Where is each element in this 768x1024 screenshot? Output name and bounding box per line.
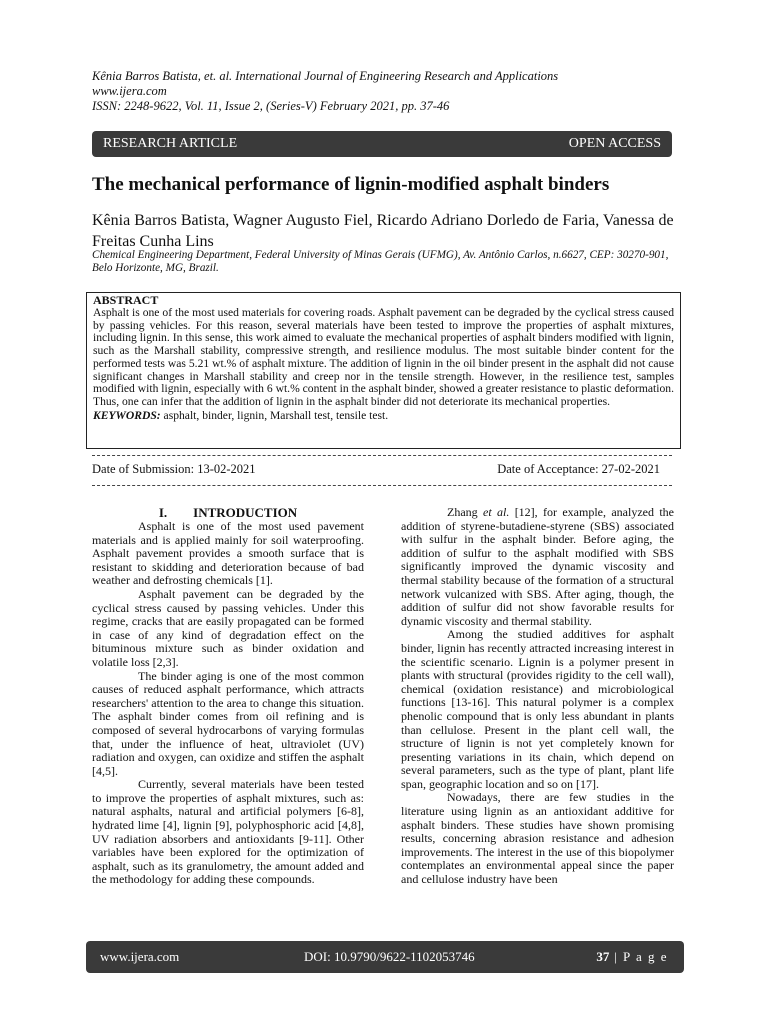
divider-bottom bbox=[92, 485, 672, 486]
article-type-banner bbox=[92, 131, 672, 157]
page-label: | P a g e bbox=[609, 949, 668, 964]
paragraph bbox=[401, 506, 674, 628]
abstract-body: Asphalt is one of the most used materials for covering roads. Asphalt pavement can be degraded by the cyclical stress caused by passing vehicles. For this reason, several materials have been tested to improve the properties of asphalt mixtures, including lignin. In this sense, this work aimed to evaluate the mechanical properties of asphalt binders modified with lignin, such as the Marshall stability, compressive strength, and resilience modulus. The most suitable binder content for the performed tests was 5.21 wt.% of asphalt mixture. The addition of lignin in the oil binder present in the asphalt did not cause significant changes in Marshall stability and creep nor in the tensile strength. However, in the resilience test, samples modified with lignin, especially with 6 wt.% content in the asphalt binder, showed a greater resistance to plastic deformation. Thus, one can infer that the addition of lignin in the asphalt binder did not deteriorate its mechanical properties. bbox=[93, 306, 674, 408]
journal-website: www.ijera.com bbox=[92, 84, 167, 98]
submission-date: Date of Submission: 13-02-2021 bbox=[92, 462, 256, 476]
footer-page bbox=[596, 941, 668, 973]
column-right bbox=[401, 506, 674, 887]
keywords-label: KEYWORDS: bbox=[93, 408, 161, 422]
research-article-label: RESEARCH ARTICLE bbox=[103, 136, 238, 151]
section-heading-introduction: I. INTRODUCTION bbox=[158, 505, 298, 520]
dates-row bbox=[92, 462, 660, 477]
paper-title: The mechanical performance of lignin-modified asphalt binders bbox=[92, 174, 610, 195]
journal-citation: Kênia Barros Batista, et. al. International Journal of Engineering Research and Applications bbox=[92, 69, 559, 83]
affiliation: Chemical Engineering Department, Federal University of Minas Gerais (UFMG), Av. Antônio Carlos, n.6627, CEP: 30270-901, Belo Horizonte, MG, Brazil. bbox=[92, 249, 669, 274]
keywords-line bbox=[93, 409, 674, 422]
keywords-text: asphalt, binder, lignin, Marshall test, tensile test. bbox=[160, 408, 389, 422]
page-number: 37 bbox=[596, 949, 610, 964]
column-left bbox=[92, 506, 364, 887]
paragraph: Asphalt is one of the most used pavement materials and is applied mainly for soil waterproofing. Asphalt pavement provides a smooth surface that is resistant to skidding and deterioration because of bad weather and defrosting chemicals [1]. bbox=[92, 519, 364, 588]
journal-issn: ISSN: 2248-9622, Vol. 11, Issue 2, (Series-V) February 2021, pp. 37-46 bbox=[92, 99, 450, 113]
abstract-box bbox=[86, 292, 681, 449]
abstract-heading: ABSTRACT bbox=[93, 293, 159, 307]
author-list: Kênia Barros Batista, Wagner Augusto Fiel, Ricardo Adriano Dorledo de Faria, Vanessa de Freitas Cunha Lins bbox=[92, 212, 674, 250]
paragraph-text: Zhang bbox=[447, 505, 483, 519]
paragraph: The binder aging is one of the most common causes of reduced asphalt performance, which attracts researchers' attention to the area to change this situation. The asphalt binder comes from oil refining and is composed of several hydrocarbons of varying formulas that, under the influence of heat, ultraviolet (UV) radiation and oxygen, can oxidize and stiffen the asphalt [4,5]. bbox=[92, 668, 364, 778]
paragraph: Currently, several materials have been tested to improve the properties of asphalt mixtures, such as: natural asphalts, natural and artificial polymers [6-8], hydrated lime [4], lignin [9], polyphosphoric acid [4,8], UV radiation absorbers and antioxidants [9-11]. Other variables have been explored for the optimization of asphalt, such as its granulometry, the amount added and the methodology for adding these compounds. bbox=[92, 777, 364, 887]
divider-top bbox=[92, 455, 672, 456]
paragraph: Among the studied additives for asphalt binder, lignin has recently attracted increasing interest in the scientific scenario. Lignin is a polymer present in plants with structural (provides rigidity to the cell wall), chemical (oxidation resistance) and microbiological functions [13-16]. This natural polymer is a complex phenolic compound that is only less abundant in plants than cellulose. Present in the plant cell wall, the structure of lignin is not yet completely known for presenting variations in its chain, which depend on several parameters, such as the type of plant, plant life span, geographic location and so on [17]. bbox=[401, 627, 674, 791]
paragraph: Nowadays, there are few studies in the literature using lignin as an antioxidant additive for asphalt binders. These studies have shown promising results, concerning abrasion resistance and adhesion improvements. The interest in the use of this biopolymer contemplates an environmental appeal since the paper and cellulose industry have been bbox=[401, 790, 674, 887]
open-access-label: OPEN ACCESS bbox=[568, 136, 661, 151]
paragraph-text: [12], for example, analyzed the addition of styrene-butadiene-styrene (SBS) associated with sulfur in the asphalt binder. Before aging, the addition of sulfur to the asphalt modified with SBS significantly improved the dynamic viscosity and thermal stability because of the formation of a structural network vulcanized with SBS. After aging, though, the addition of sulfur did not show favorable results for dynamic viscosity and thermal stability. bbox=[401, 505, 674, 628]
paragraph-emphasis: et al. bbox=[483, 505, 510, 519]
page-footer bbox=[86, 941, 684, 973]
footer-website: www.ijera.com bbox=[100, 949, 180, 964]
footer-doi: DOI: 10.9790/9622-1102053746 bbox=[304, 949, 475, 964]
paragraph: Asphalt pavement can be degraded by the cyclical stress caused by passing vehicles. Under this regime, cracks that are easily propagated can be formed in case of any kind of degradation effect on the bituminous mixture such as binder oxidation and volatile loss [2,3]. bbox=[92, 586, 364, 669]
acceptance-date: Date of Acceptance: 27-02-2021 bbox=[497, 462, 660, 476]
